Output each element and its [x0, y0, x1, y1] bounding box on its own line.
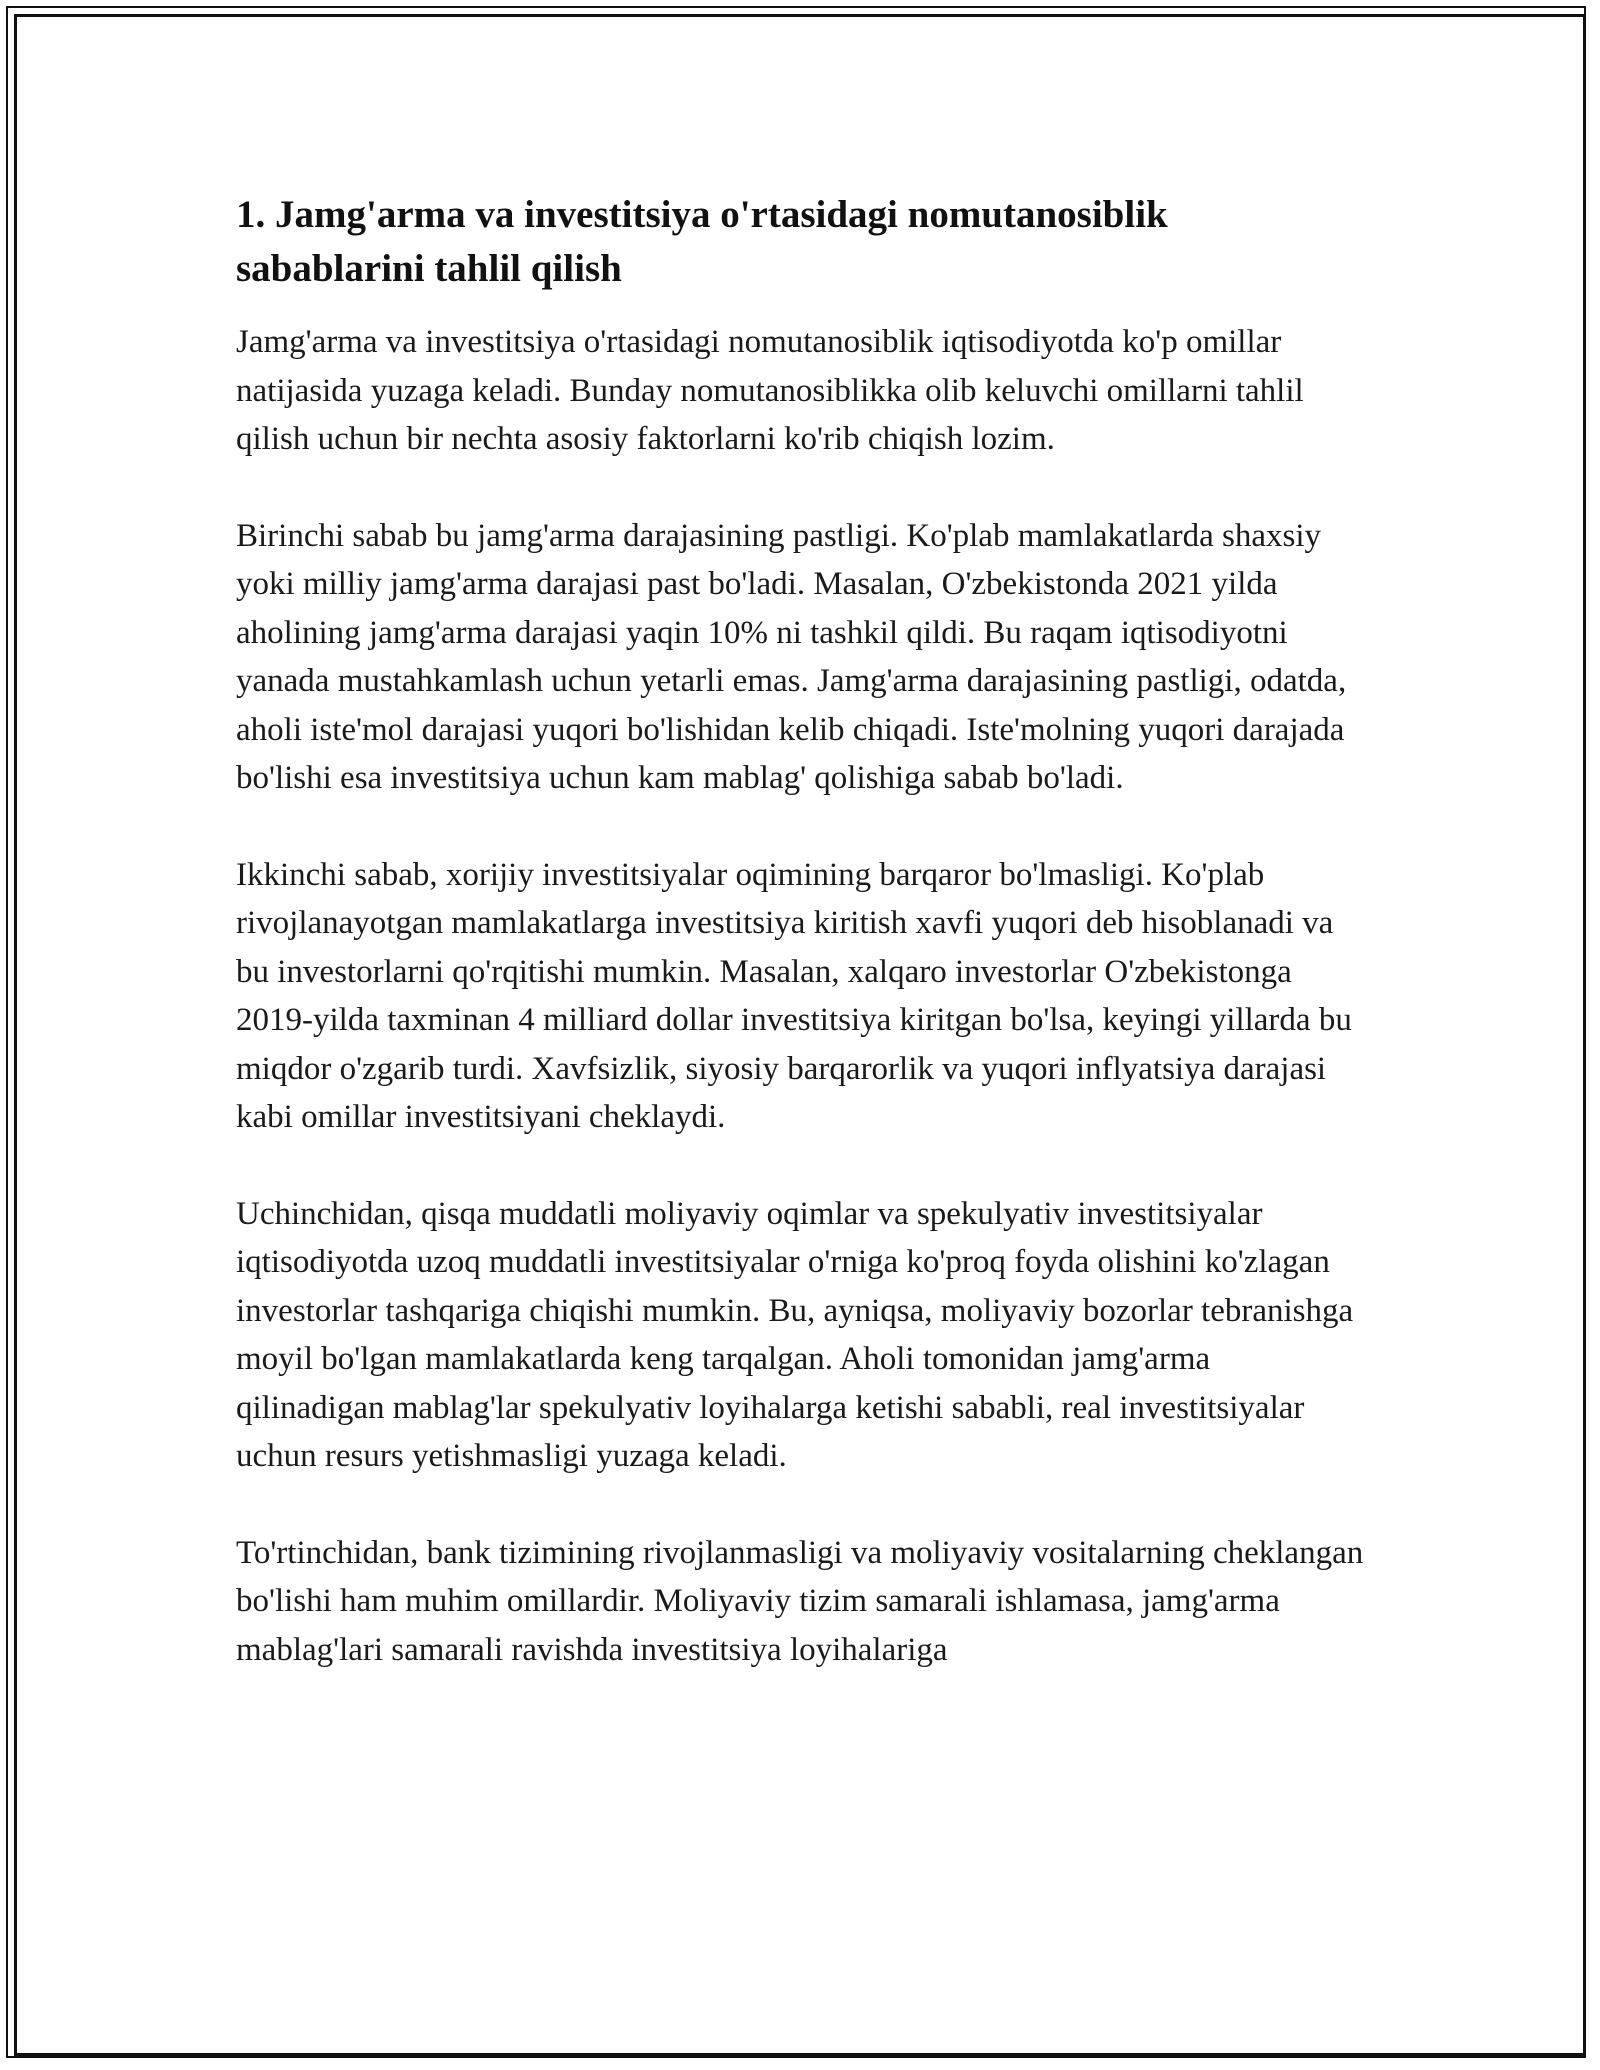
paragraph-intro: Jamg'arma va investitsiya o'rtasidagi nomutanosiblik iqtisodiyotda ko'p omillar natijasida yuzaga keladi. Bunday nomutanosiblikka olib keluvchi omillarni tahlil qilish uchun bir nechta asosiy faktorlarni ko'rib chiqish lozim.	[236, 324, 1304, 457]
paragraph-fourth-reason: To'rtinchidan, bank tizimining rivojlanmasligi va moliyaviy vositalarning cheklangan bo'lishi ham muhim omillardir. Moliyaviy tizim samarali ishlamasa, jamg'arma mablag'lari samarali ravishda investitsiya loyihalariga	[236, 1534, 1364, 1668]
paragraph-third-reason: Uchinchidan, qisqa muddatli moliyaviy oqimlar va spekulyativ investitsiyalar iqtisodiyotda uzoq muddatli investitsiyalar o'rniga ko'proq foyda olishini ko'zlagan investorlar tashqariga chiqishi mumkin. Bu, ayniqsa, moliyaviy bozorlar tebranishga moyil bo'lgan mamlakatlarda keng tarqalgan. Aholi tomonidan jamg'arma qilinadigan mablag'lar spekulyativ loyihalarga ketishi sababli, real investitsiyalar uchun resurs yetishmasligi yuzaga keladi.	[236, 1195, 1354, 1474]
paragraph-first-reason: Birinchi sabab bu jamg'arma darajasining pastligi. Ko'plab mamlakatlarda shaxsiy yoki milliy jamg'arma darajasi past bo'ladi. Masalan, O'zbekistonda 2021 yilda aholining jamg'arma darajasi yaqin 10% ni tashkil qildi. Bu raqam iqtisodiyotni yanada mustahkamlash uchun yetarli emas. Jamg'arma darajasining pastligi, odatda, aholi iste'mol darajasi yuqori bo'lishidan kelib chiqadi. Iste'molning yuqori darajada bo'lishi esa investitsiya uchun kam mablag' qolishiga sabab bo'ladi.	[236, 517, 1347, 796]
document-body	[236, 188, 1366, 1722]
section-title: 1. Jamg'arma va investitsiya o'rtasidagi nomutanosiblik sabablarini tahlil qilish	[236, 193, 1168, 290]
paragraph-second-reason: Ikkinchi sabab, xorijiy investitsiyalar oqimining barqaror bo'lmasligi. Ko'plab rivojlanayotgan mamlakatlarga investitsiya kiritish xavfi yuqori deb hisoblanadi va bu investorlarni qo'rqitishi mumkin. Masalan, xalqaro investorlar O'zbekistonga 2019-yilda taxminan 4 milliard dollar investitsiya kiritgan bo'lsa, keyingi yillarda bu miqdor o'zgarib turdi. Xavfsizlik, siyosiy barqarorlik va yuqori inflyatsiya darajasi kabi omillar investitsiyani cheklaydi.	[236, 856, 1352, 1135]
